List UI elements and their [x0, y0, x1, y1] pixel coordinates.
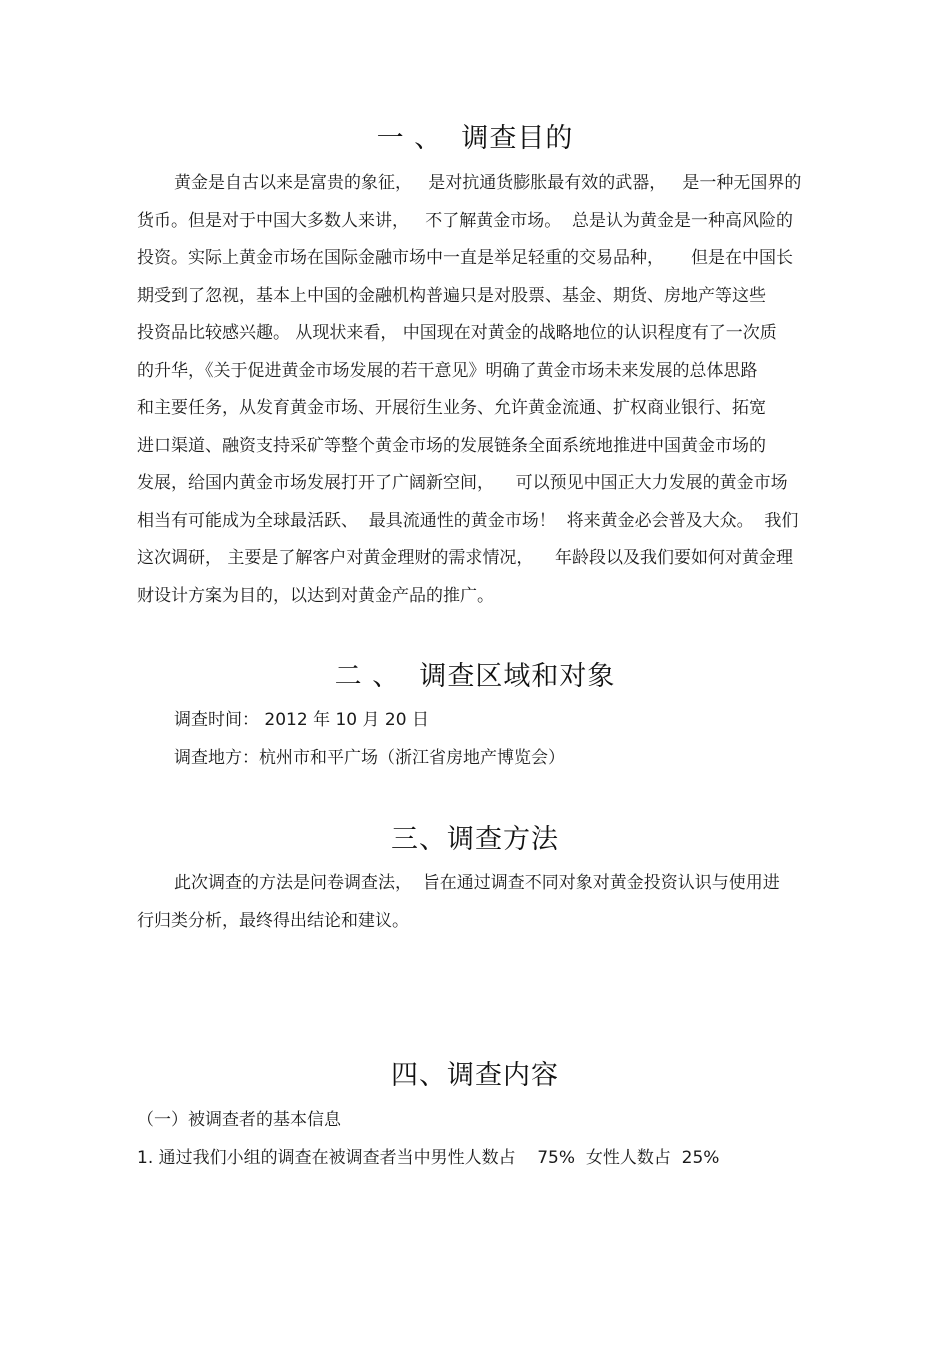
section-heading-area: 二 、 调查区域和对象: [334, 661, 616, 692]
paragraph-line: 财设计方案为目的，以达到对黄金产品的推广。: [137, 586, 494, 606]
survey-place: 调查地方：杭州市和平广场（浙江省房地产博览会）: [174, 748, 565, 768]
paragraph-line: 货币。但是对于中国大多数人来讲， 不了解黄金市场。 总是认为黄金是一种高风险的: [137, 211, 794, 231]
section-heading-purpose: 一 、 调查目的: [376, 123, 574, 154]
section-heading-content: 四、调查内容: [391, 1060, 559, 1091]
paragraph-line: 行归类分析，最终得出结论和建议。: [137, 911, 409, 931]
paragraph-line: 发展，给国内黄金市场发展打开了广阔新空间， 可以预见中国正大力发展的黄金市场: [137, 473, 788, 493]
paragraph-line: 进口渠道、融资支持采矿等整个黄金市场的发展链条全面系统地推进中国黄金市场的: [137, 436, 766, 456]
paragraph-line: 相当有可能成为全球最活跃、 最具流通性的黄金市场！ 将来黄金必会普及大众。 我们: [137, 511, 799, 531]
paragraph-line: 投资。实际上黄金市场在国际金融市场中一直是举足轻重的交易品种， 但是在中国长: [137, 248, 794, 268]
paragraph-line: 投资品比较感兴趣。 从现状来看， 中国现在对黄金的战略地位的认识程度有了一次质: [137, 323, 777, 343]
subsection-heading: （一）被调查者的基本信息: [137, 1110, 341, 1130]
section-heading-method: 三、调查方法: [391, 824, 559, 855]
paragraph-line: 和主要任务，从发育黄金市场、开展衍生业务、允许黄金流通、扩权商业银行、拓宽: [137, 398, 766, 418]
paragraph-line: 的升华，《关于促进黄金市场发展的若干意见》明确了黄金市场未来发展的总体思路: [137, 361, 758, 381]
paragraph-line: 这次调研， 主要是了解客户对黄金理财的需求情况， 年龄段以及我们要如何对黄金理: [137, 548, 794, 568]
paragraph-line: 此次调查的方法是问卷调查法， 旨在通过调查不同对象对黄金投资认识与使用进: [174, 873, 780, 893]
paragraph-line: 期受到了忽视，基本上中国的金融机构普遍只是对股票、基金、期货、房地产等这些: [137, 286, 766, 306]
survey-time: 调查时间： 2012 年 10 月 20 日: [174, 710, 429, 730]
paragraph-line: 黄金是自古以来是富贵的象征， 是对抗通货膨胀最有效的武器， 是一种无国界的: [174, 173, 802, 193]
list-item: 1. 通过我们小组的调查在被调查者当中男性人数占 75% 女性人数占 25%: [137, 1148, 720, 1168]
